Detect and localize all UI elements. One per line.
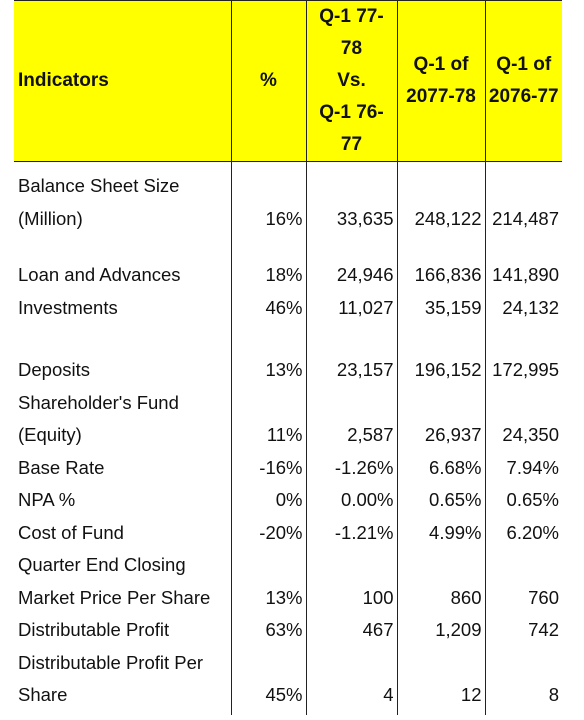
q1-2077-78-cell: 166,836	[397, 235, 485, 292]
table-row	[14, 614, 562, 647]
indicator-label: NPA %	[14, 484, 231, 517]
financial-indicators-table-frame	[14, 0, 562, 707]
table-row	[14, 549, 562, 614]
table-row	[14, 324, 562, 387]
percent-cell: 45%	[231, 647, 306, 715]
table-row	[14, 162, 562, 236]
q1-2077-78-cell: 35,159	[397, 292, 485, 325]
header-change	[306, 1, 397, 162]
change-cell: -1.26%	[306, 452, 397, 485]
header-change-line: 77	[340, 134, 363, 155]
table-row	[14, 235, 562, 292]
q1-2076-77-cell: 24,350	[485, 387, 562, 452]
change-cell: 467	[306, 614, 397, 647]
percent-cell: 16%	[231, 162, 306, 236]
q1-2076-77-cell: 0.65%	[485, 484, 562, 517]
q1-2077-78-cell: 860	[397, 549, 485, 614]
table-row	[14, 292, 562, 325]
table-row	[14, 387, 562, 452]
header-indicators-line: Indicators	[18, 70, 109, 91]
q1-2076-77-cell: 760	[485, 549, 562, 614]
header-q1-2077-78-line: Q-1 of	[413, 54, 469, 75]
percent-cell: 13%	[231, 549, 306, 614]
q1-2077-78-cell: 248,122	[397, 162, 485, 236]
table-body	[14, 162, 562, 715]
indicator-label: Distributable Profit Per Share	[14, 647, 231, 715]
indicator-label: Investments	[14, 292, 231, 325]
financial-indicators-table	[14, 0, 562, 715]
percent-cell: 46%	[231, 292, 306, 325]
q1-2077-78-cell: 1,209	[397, 614, 485, 647]
percent-cell: 11%	[231, 387, 306, 452]
change-cell: 0.00%	[306, 484, 397, 517]
indicator-label: Shareholder's Fund (Equity)	[14, 387, 231, 452]
change-cell: 23,157	[306, 324, 397, 387]
table-row	[14, 517, 562, 550]
indicator-label: Cost of Fund	[14, 517, 231, 550]
indicator-label: Base Rate	[14, 452, 231, 485]
indicator-label: Loan and Advances	[14, 235, 231, 292]
header-change-line: 78	[340, 38, 363, 59]
change-cell: 24,946	[306, 235, 397, 292]
change-cell: 2,587	[306, 387, 397, 452]
q1-2077-78-cell: 4.99%	[397, 517, 485, 550]
change-cell: -1.21%	[306, 517, 397, 550]
change-cell: 11,027	[306, 292, 397, 325]
header-percent	[231, 1, 306, 162]
q1-2077-78-cell: 26,937	[397, 387, 485, 452]
header-row	[14, 1, 562, 162]
header-q1-2076-77-line: Q-1 of	[496, 54, 552, 75]
q1-2077-78-cell: 12	[397, 647, 485, 715]
table-header	[14, 1, 562, 162]
percent-cell: 0%	[231, 484, 306, 517]
percent-cell: -16%	[231, 452, 306, 485]
q1-2076-77-cell: 6.20%	[485, 517, 562, 550]
q1-2076-77-cell: 8	[485, 647, 562, 715]
q1-2076-77-cell: 141,890	[485, 235, 562, 292]
percent-cell: 63%	[231, 614, 306, 647]
q1-2076-77-cell: 24,132	[485, 292, 562, 325]
indicator-label: Balance Sheet Size (Million)	[14, 162, 231, 236]
change-cell: 4	[306, 647, 397, 715]
q1-2076-77-cell: 172,995	[485, 324, 562, 387]
change-cell: 33,635	[306, 162, 397, 236]
indicator-label: Quarter End Closing Market Price Per Share	[14, 549, 231, 614]
q1-2077-78-cell: 6.68%	[397, 452, 485, 485]
q1-2076-77-cell: 7.94%	[485, 452, 562, 485]
table-row	[14, 484, 562, 517]
percent-cell: 18%	[231, 235, 306, 292]
indicator-label: Distributable Profit	[14, 614, 231, 647]
q1-2077-78-cell: 0.65%	[397, 484, 485, 517]
table-row	[14, 647, 562, 715]
header-q1-2077-78-line: 2077-78	[406, 86, 476, 107]
q1-2076-77-cell: 214,487	[485, 162, 562, 236]
percent-cell: -20%	[231, 517, 306, 550]
change-cell: 100	[306, 549, 397, 614]
indicator-label: Deposits	[14, 324, 231, 387]
header-change-line: Q-1 76-	[319, 102, 384, 123]
header-indicators	[14, 1, 231, 162]
header-change-line: Q-1 77-	[319, 6, 384, 27]
q1-2076-77-cell: 742	[485, 614, 562, 647]
header-change-line: Vs.	[337, 70, 366, 91]
header-q1-2077-78	[397, 1, 485, 162]
table-row	[14, 452, 562, 485]
header-percent-line: %	[260, 70, 277, 91]
header-q1-2076-77-line: 2076-77	[488, 86, 559, 107]
percent-cell: 13%	[231, 324, 306, 387]
header-q1-2076-77	[485, 1, 562, 162]
q1-2077-78-cell: 196,152	[397, 324, 485, 387]
